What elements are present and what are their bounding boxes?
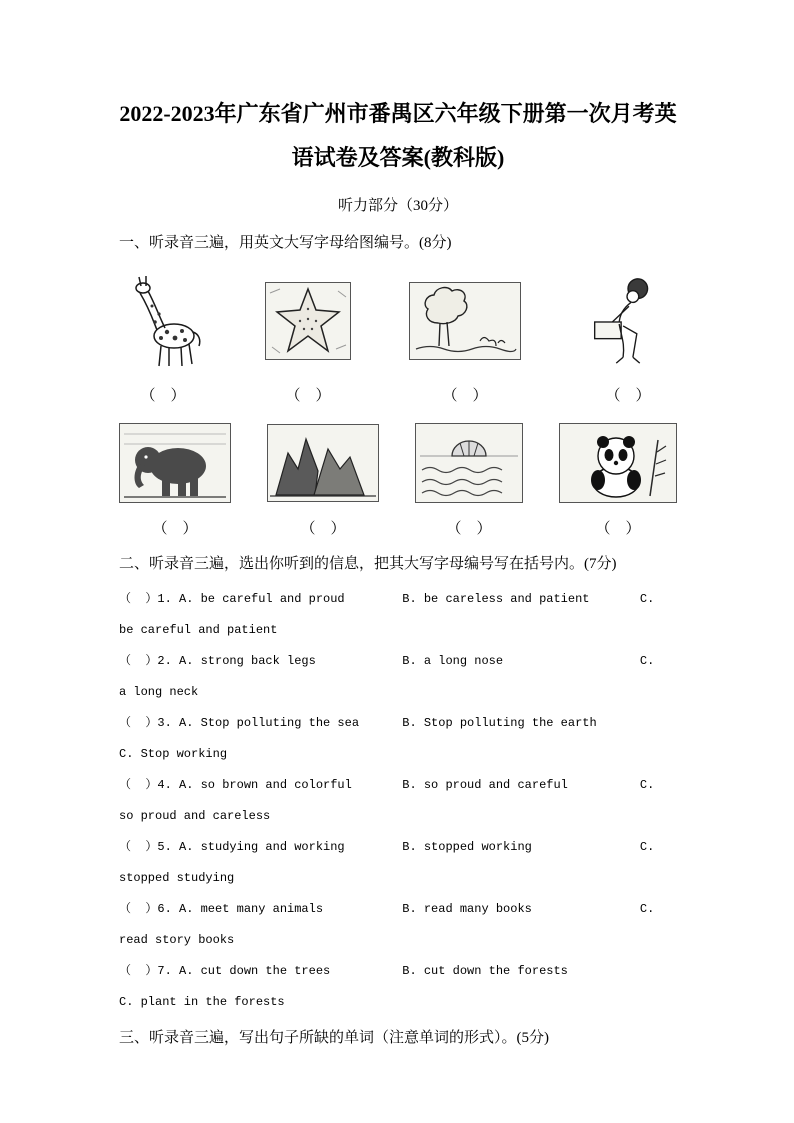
- giraffe-icon: [119, 272, 207, 370]
- pond-scene-image: [415, 422, 523, 504]
- question-line: be careful and patient: [119, 623, 278, 637]
- question-line: （ ）7. A. cut down the trees B. cut down the forests: [119, 964, 568, 978]
- picture-row-2: [119, 422, 677, 539]
- answer-bracket: （ ）: [446, 521, 492, 537]
- figure-elephant: [119, 422, 231, 539]
- figure-tree-scene: [409, 271, 521, 406]
- question-line: stopped studying: [119, 871, 235, 885]
- section-3-heading: 三、听录音三遍，写出句子所缺的单词（注意单词的形式）。(5分): [119, 1030, 549, 1046]
- question-line: a long neck: [119, 685, 199, 699]
- exam-title-line2: 语试卷及答案(教科版): [291, 145, 505, 170]
- answer-bracket: （ ）: [140, 388, 186, 404]
- question-line: （ ）3. A. Stop polluting the sea B. Stop polluting the earth: [119, 716, 597, 730]
- rocks-icon: [267, 424, 379, 502]
- starfish-icon: [265, 282, 351, 360]
- question-line: （ ）6. A. meet many animals B. read many books C.: [119, 902, 655, 916]
- figure-pond-scene: [415, 422, 523, 539]
- question-line: C. plant in the forests: [119, 995, 285, 1009]
- answer-bracket: （ ）: [595, 521, 641, 537]
- exam-title-line1: 2022-2023年广东省广州市番禺区六年级下册第一次月考英: [119, 101, 677, 126]
- listening-part-header: 听力部分（30分）: [337, 198, 458, 214]
- section-1-heading: 一、听录音三遍，用英文大写字母给图编号。(8分): [119, 235, 452, 251]
- starfish-image: [265, 271, 351, 371]
- panda-image: [559, 422, 677, 504]
- section-2-heading: 二、听录音三遍，选出你听到的信息，把其大写字母编号写在括号内。(7分): [119, 556, 617, 572]
- question-line: read story books: [119, 933, 235, 947]
- giraffe-image: [119, 271, 207, 371]
- woman-writing-image: [579, 271, 677, 371]
- elephant-icon: [119, 423, 231, 503]
- answer-bracket: （ ）: [285, 388, 331, 404]
- section-2-questions: [119, 584, 677, 1018]
- woman-writing-icon: [579, 274, 677, 369]
- answer-bracket: （ ）: [442, 388, 488, 404]
- question-line: C. Stop working: [119, 747, 228, 761]
- elephant-image: [119, 422, 231, 504]
- answer-bracket: （ ）: [152, 521, 198, 537]
- figure-giraffe: [119, 271, 207, 406]
- question-line: （ ）2. A. strong back legs B. a long nose C.: [119, 654, 655, 668]
- question-line: （ ）1. A. be careful and proud B. be careless and patient C.: [119, 592, 655, 606]
- question-line: so proud and careless: [119, 809, 271, 823]
- figure-woman: [579, 271, 677, 406]
- answer-bracket: （ ）: [605, 388, 651, 404]
- page-content: [119, 92, 677, 1050]
- tree-scene-icon: [409, 282, 521, 360]
- rocks-image: [267, 422, 379, 504]
- answer-bracket: （ ）: [300, 521, 346, 537]
- picture-row-1: [119, 271, 677, 406]
- figure-starfish: [265, 271, 351, 406]
- question-line: （ ）4. A. so brown and colorful B. so proud and careful C.: [119, 778, 655, 792]
- pond-scene-icon: [415, 423, 523, 503]
- exam-title: [119, 92, 677, 180]
- tree-scene-image: [409, 271, 521, 371]
- panda-icon: [559, 423, 677, 503]
- figure-rocks: [267, 422, 379, 539]
- figure-panda: [559, 422, 677, 539]
- question-line: （ ）5. A. studying and working B. stopped working C.: [119, 840, 655, 854]
